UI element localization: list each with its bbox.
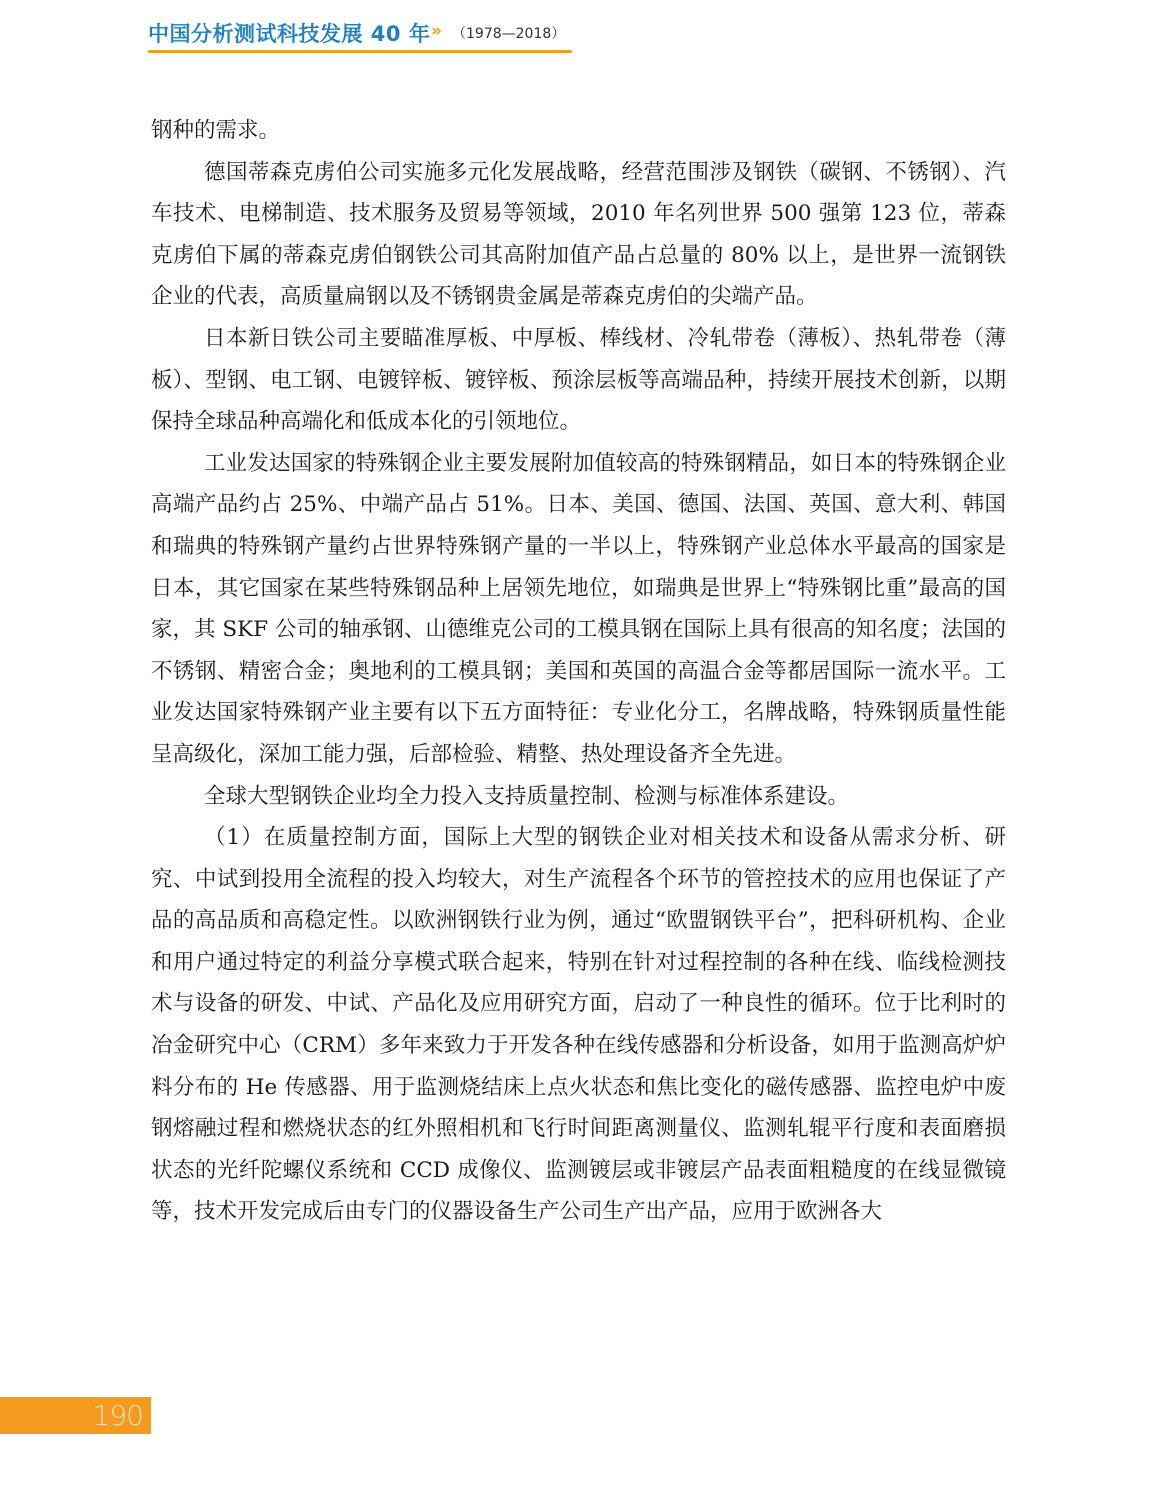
- book-title: 中国分析测试科技发展 40 年: [148, 22, 431, 46]
- page-number: 190: [92, 1399, 143, 1432]
- page-number-box: [0, 1397, 151, 1434]
- paragraph-special-steel: 工业发达国家的特殊钢企业主要发展附加值较高的特殊钢精品，如日本的特殊钢企业高端产品约占 25%、中端产品占 51%。日本、美国、德国、法国、英国、意大利、韩国和瑞典的特殊钢产量约占世界特殊钢产量的一半以上，特殊钢产业总体水平最高的国家是日本，其它国家在某些特殊钢品种上居领先地位，如瑞典是世界上“特殊钢比重”最高的国家，其 SKF 公司的轴承钢、山德维克公司的工模具钢在国际上具有很高的知名度；法国的不锈钢、精密合金；奥地利的工模具钢；美国和英国的高温合金等都居国际一流水平。工业发达国家特殊钢产业主要有以下五方面特征：专业化分工，名牌战略，特殊钢质量性能呈高级化，深加工能力强，后部检验、精整、热处理设备齐全先进。: [151, 450, 1006, 767]
- double-arrow-icon: »: [431, 21, 442, 41]
- page-body: [151, 110, 1006, 1233]
- running-header: [148, 16, 578, 50]
- paragraph-thyssenkrupp: 德国蒂森克虏伯公司实施多元化发展战略，经营范围涉及钢铁（碳钢、不锈钢）、汽车技术、电梯制造、技术服务及贸易等领域，2010 年名列世界 500 强第 123 位，蒂森克虏伯下属的蒂森克虏伯钢铁公司其高附加值产品占总量的 80% 以上，是世界一流钢铁企业的代表，高质量扁钢以及不锈钢贵金属是蒂森克虏伯的尖端产品。: [151, 159, 1006, 310]
- paragraph-quality-control: （1）在质量控制方面，国际上大型的钢铁企业对相关技术和设备从需求分析、研究、中试到投用全流程的投入均较大，对生产流程各个环节的管控技术的应用也保证了产品的高品质和高稳定性。以欧洲钢铁行业为例，通过“欧盟钢铁平台”，把科研机构、企业和用户通过特定的利益分享模式联合起来，特别在针对过程控制的各种在线、临线检测技术与设备的研发、中试、产品化及应用研究方面，启动了一种良性的循环。位于比利时的冶金研究中心（CRM）多年来致力于开发各种在线传感器和分析设备，如用于监测高炉炉料分布的 He 传感器、用于监测烧结床上点火状态和焦比变化的磁传感器、监控电炉中废钢熔融过程和燃烧状态的红外照相机和飞行时间距离测量仪、监测轧辊平行度和表面磨损状态的光纤陀螺仪系统和 CCD 成像仪、监测镀层或非镀层产品表面粗糙度的在线显微镜等，技术开发完成后由专门的仪器设备生产公司生产出产品，应用于欧洲各大: [151, 825, 1006, 1225]
- paragraph-continuation: 钢种的需求。: [151, 118, 281, 143]
- paragraph-nippon-steel: 日本新日铁公司主要瞄准厚板、中厚板、棒线材、冷轧带卷（薄板）、热轧带卷（薄板）、型钢、电工钢、电镀锌板、镀锌板、预涂层板等高端品种，持续开展技术创新，以期保持全球品种高端化和低成本化的引领地位。: [151, 325, 1006, 435]
- book-years: （1978—2018）: [452, 26, 566, 42]
- paragraph-quality-systems: 全球大型钢铁企业均全力投入支持质量控制、检测与标准体系建设。: [204, 783, 850, 809]
- header-underline: [148, 50, 572, 53]
